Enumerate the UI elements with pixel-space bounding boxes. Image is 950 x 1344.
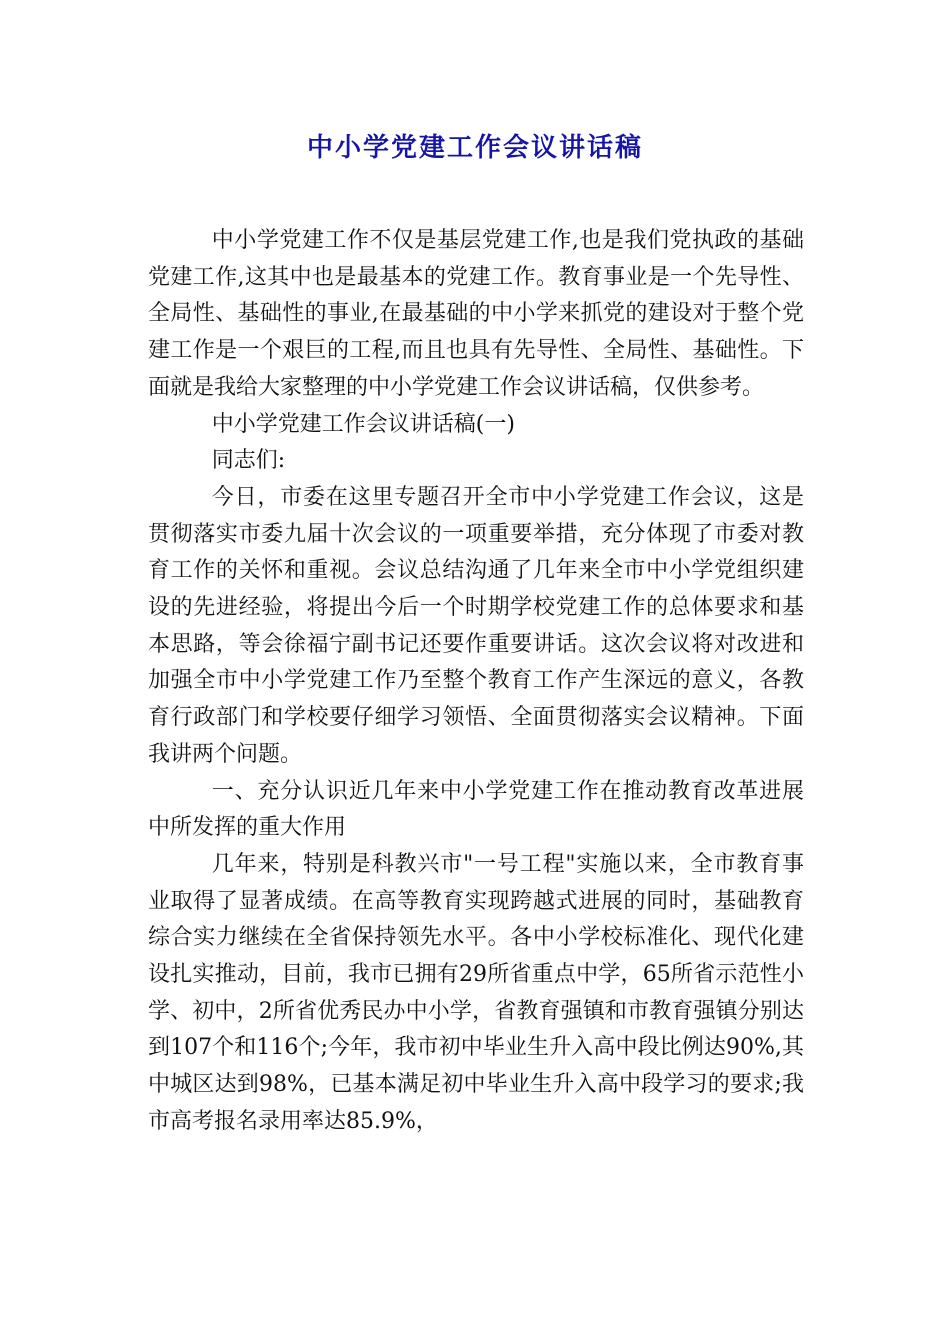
paragraph-point-one-heading: 一、充分认识近几年来中小学党建工作在推动教育改革进展中所发挥的重大作用	[148, 778, 804, 841]
paragraph-salutation: 同志们:	[211, 448, 286, 474]
paragraph-intro: 中小学党建工作不仅是基层党建工作,也是我们党执政的基础党建工作,这其中也是最基本的党建工作。教育事业是一个先导性、全局性、基础性的事业,在最基础的中小学来抓党的建设对于整个党建工作是一个艰巨的工程,而且也具有先导性、全局性、基础性。下面就是我给大家整理的中小学党建工作会议讲话稿，仅供参考。	[148, 228, 804, 400]
paragraph-section-heading: 中小学党建工作会议讲话稿(一)	[211, 411, 515, 437]
document-title: 中小学党建工作会议讲话稿	[306, 133, 643, 163]
paragraph-achievements: 几年来，特别是科教兴市"一号工程"实施以来，全市教育事业取得了显著成绩。在高等教育实现跨越式进展的同时，基础教育综合实力继续在全省保持领先水平。各中小学校标准化、现代化建设扎实推动，目前，我市已拥有29所省重点中学，65所省示范性小学、初中，2所省优秀民办中小学，省教育强镇和市教育强镇分别达到107个和116个;今年，我市初中毕业生升入高中段比例达90%,其中城区达到98%，已基本满足初中毕业生升入高中段学习的要求;我市高考报名录用率达85.9%，	[148, 851, 804, 1134]
document-body	[148, 223, 804, 1141]
paragraph-opening: 今日，市委在这里专题召开全市中小学党建工作会议，这是贯彻落实市委九届十次会议的一项重要举措，充分体现了市委对教育工作的关怀和重视。会议总结沟通了几年来全市中小学党组织建设的先进经验，将提出今后一个时期学校党建工作的总体要求和基本思路，等会徐福宁副书记还要作重要讲话。这次会议将对改进和加强全市中小学党建工作乃至整个教育工作产生深远的意义，各教育行政部门和学校要仔细学习领悟、全面贯彻落实会议精神。下面我讲两个问题。	[148, 484, 804, 767]
